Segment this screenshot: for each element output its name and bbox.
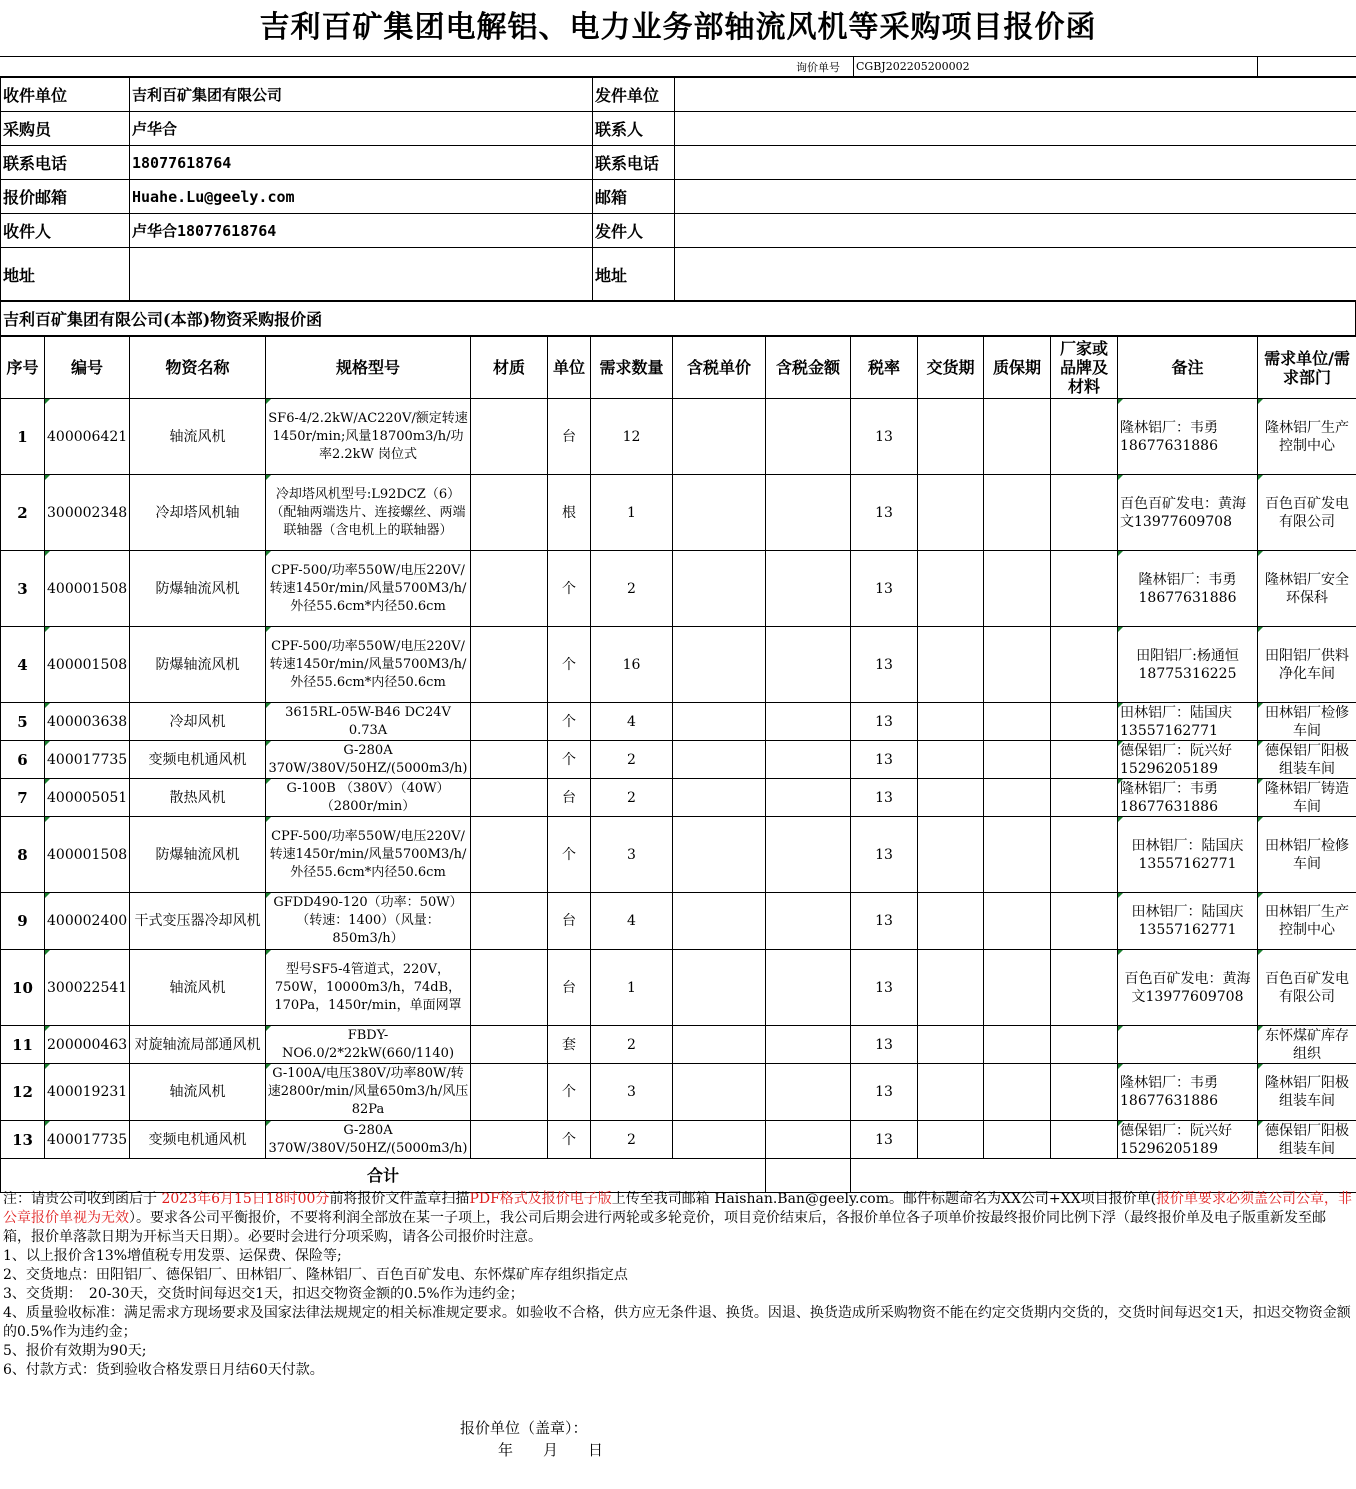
item-dept: 隆林铝厂生产控制中心	[1258, 399, 1356, 475]
empty-cell	[918, 399, 984, 475]
table-row	[1, 741, 1356, 779]
info-label: 联系电话	[1, 146, 130, 180]
note-seal-requirement: 报价单要求必须盖公司公章，非公章报价单视为无效	[3, 1191, 1353, 1226]
total-row	[1, 1159, 1356, 1193]
empty-cell	[673, 741, 766, 779]
item-dept: 百色百矿发电有限公司	[1258, 950, 1356, 1026]
item-unit: 台	[548, 399, 591, 475]
empty-cell	[1051, 627, 1118, 703]
total-amount	[766, 1159, 851, 1193]
column-header: 序号	[1, 337, 45, 399]
item-dept: 德保铝厂阳极组装车间	[1258, 741, 1356, 779]
empty-cell	[984, 779, 1051, 817]
item-tax-rate: 13	[851, 741, 918, 779]
empty-cell	[766, 475, 851, 551]
item-dept: 东怀煤矿库存组织	[1258, 1026, 1356, 1064]
table-row	[1, 627, 1356, 703]
info-label: 地址	[1, 248, 130, 301]
empty-cell	[1051, 1121, 1118, 1159]
item-code: 400017735	[45, 1121, 130, 1159]
item-tax-rate: 13	[851, 1026, 918, 1064]
empty-cell	[918, 893, 984, 950]
table-row	[1, 1026, 1356, 1064]
item-remark: 隆林铝厂：韦勇18677631886	[1118, 779, 1258, 817]
item-dept: 田阳铝厂供料净化车间	[1258, 627, 1356, 703]
item-unit: 个	[548, 1064, 591, 1121]
item-remark: 德保铝厂：阮兴好15296205189	[1118, 1121, 1258, 1159]
item-spec: GFDD490-120（功率：50W）（转速：1400）（风量：850m3/h）	[266, 893, 471, 950]
item-dept: 隆林铝厂安全环保科	[1258, 551, 1356, 627]
item-spec: CPF-500/功率550W/电压220V/转速1450r/min/风量5700M3/h/外径55.6cm*内径50.6cm	[266, 817, 471, 893]
table-row	[1, 893, 1356, 950]
empty-cell	[673, 399, 766, 475]
total-rest	[851, 1159, 1356, 1193]
column-header: 备注	[1118, 337, 1258, 399]
item-spec: 冷却塔风机型号:L92DCZ（6）（配轴两端迭片、连接螺丝、两端联轴器（含电机上的联轴器）	[266, 475, 471, 551]
signature-label: 报价单位（盖章）：	[460, 1419, 588, 1437]
item-remark: 隆林铝厂：韦勇18677631886	[1118, 399, 1258, 475]
note-6: 6、付款方式：货到验收合格发票日月结60天付款。	[3, 1362, 324, 1378]
item-dept: 德保铝厂阳极组装车间	[1258, 1121, 1356, 1159]
table-row	[1, 703, 1356, 741]
table-row	[1, 950, 1356, 1026]
empty-cell	[471, 1026, 548, 1064]
item-remark: 田林铝厂：陆国庆13557162771	[1118, 893, 1258, 950]
item-unit: 个	[548, 627, 591, 703]
empty-cell	[918, 703, 984, 741]
item-remark: 隆林铝厂：韦勇18677631886	[1118, 1064, 1258, 1121]
empty-cell	[766, 893, 851, 950]
item-dept: 田林铝厂检修车间	[1258, 703, 1356, 741]
note-main-a: 注：请贵公司收到函后于	[3, 1191, 162, 1207]
item-qty: 2	[591, 779, 673, 817]
item-name: 防爆轴流风机	[130, 551, 266, 627]
inquiry-number-row	[0, 57, 1356, 77]
item-tax-rate: 13	[851, 475, 918, 551]
item-qty: 3	[591, 817, 673, 893]
item-code: 400005051	[45, 779, 130, 817]
info-label: 联系电话	[593, 146, 675, 180]
row-number: 4	[1, 627, 45, 703]
item-qty: 12	[591, 399, 673, 475]
row-number: 11	[1, 1026, 45, 1064]
item-spec: SF6-4/2.2kW/AC220V/额定转速1450r/min;风量18700m3/h/功率2.2kW 岗位式	[266, 399, 471, 475]
info-label: 收件人	[1, 214, 130, 248]
column-header: 物资名称	[130, 337, 266, 399]
item-name: 干式变压器冷却风机	[130, 893, 266, 950]
empty-cell	[1051, 703, 1118, 741]
item-unit: 个	[548, 817, 591, 893]
empty-cell	[471, 893, 548, 950]
empty-cell	[766, 950, 851, 1026]
info-label: 邮箱	[593, 180, 675, 214]
item-dept: 隆林铝厂阳极组装车间	[1258, 1064, 1356, 1121]
items-table	[0, 336, 1356, 1193]
row-number: 3	[1, 551, 45, 627]
info-value	[675, 214, 1356, 248]
item-tax-rate: 13	[851, 703, 918, 741]
note-4: 4、质量验收标准：满足需求方现场要求及国家法律法规规定的相关标准规定要求。如验收不合格，供方应无条件退、换货。因退、换货造成所采购物资不能在约定交货期内交货的，交货时间每迟交1天，扣迟交物资金额的0.5%作为违约金；	[3, 1305, 1351, 1340]
note-main	[3, 1190, 1353, 1247]
empty-cell	[984, 551, 1051, 627]
note-3: 3、交货期： 20-30天，交货时间每迟交1天，扣迟交物资金额的0.5%作为违约金；	[3, 1286, 524, 1302]
row-number: 5	[1, 703, 45, 741]
item-name: 冷却风机	[130, 703, 266, 741]
info-value	[675, 248, 1356, 301]
empty-cell	[673, 1026, 766, 1064]
column-header: 质保期	[984, 337, 1051, 399]
empty-cell	[1051, 1064, 1118, 1121]
column-header: 交货期	[918, 337, 984, 399]
info-value	[675, 78, 1356, 112]
info-value: 卢华合18077618764	[130, 214, 593, 248]
total-label: 合计	[1, 1159, 766, 1193]
info-row	[1, 112, 1356, 146]
empty-cell	[766, 703, 851, 741]
row-number: 10	[1, 950, 45, 1026]
empty-cell	[766, 1064, 851, 1121]
item-name: 轴流风机	[130, 950, 266, 1026]
item-qty: 2	[591, 551, 673, 627]
item-unit: 根	[548, 475, 591, 551]
table-header-row	[1, 337, 1356, 399]
row-number: 6	[1, 741, 45, 779]
row-number: 1	[1, 399, 45, 475]
item-dept: 隆林铝厂铸造车间	[1258, 779, 1356, 817]
note-2: 2、交货地点：田阳铝厂、德保铝厂、田林铝厂、隆林铝厂、百色百矿发电、东怀煤矿库存组织指定点	[3, 1267, 628, 1283]
info-value: 卢华合	[130, 112, 593, 146]
empty-cell	[673, 703, 766, 741]
section-title-table	[0, 301, 1356, 336]
empty-cell	[984, 475, 1051, 551]
item-name: 散热风机	[130, 779, 266, 817]
empty-cell	[471, 475, 548, 551]
info-value: 吉利百矿集团有限公司	[130, 78, 593, 112]
empty-cell	[984, 627, 1051, 703]
empty-cell	[984, 893, 1051, 950]
item-name: 防爆轴流风机	[130, 817, 266, 893]
item-remark: 百色百矿发电：黄海文13977609708	[1118, 950, 1258, 1026]
item-spec: G-100A/电压380V/功率80W/转速2800r/min/风量650m3/h/风压82Pa	[266, 1064, 471, 1121]
item-qty: 1	[591, 475, 673, 551]
empty-cell	[918, 817, 984, 893]
row-number: 8	[1, 817, 45, 893]
empty-cell	[766, 741, 851, 779]
info-row	[1, 146, 1356, 180]
item-code: 400006421	[45, 399, 130, 475]
item-qty: 4	[591, 893, 673, 950]
info-row	[1, 78, 1356, 112]
item-remark: 田林铝厂：陆国庆13557162771	[1118, 817, 1258, 893]
empty-cell	[471, 741, 548, 779]
item-dept: 田林铝厂生产控制中心	[1258, 893, 1356, 950]
item-unit: 套	[548, 1026, 591, 1064]
empty-cell	[984, 817, 1051, 893]
item-name: 对旋轴流局部通风机	[130, 1026, 266, 1064]
empty-cell	[984, 703, 1051, 741]
item-name: 轴流风机	[130, 399, 266, 475]
item-name: 变频电机通风机	[130, 1121, 266, 1159]
empty-cell	[766, 1121, 851, 1159]
note-main-b: 前将报价文件盖章扫描	[329, 1191, 470, 1207]
info-label: 地址	[593, 248, 675, 301]
inquiry-number: CGBJ202205200002	[853, 57, 1258, 76]
empty-cell	[766, 1026, 851, 1064]
item-qty: 3	[591, 1064, 673, 1121]
table-row	[1, 1064, 1356, 1121]
empty-cell	[1051, 1026, 1118, 1064]
item-qty: 4	[591, 703, 673, 741]
item-tax-rate: 13	[851, 1121, 918, 1159]
item-unit: 个	[548, 703, 591, 741]
item-name: 冷却塔风机轴	[130, 475, 266, 551]
empty-cell	[984, 1064, 1051, 1121]
item-remark: 隆林铝厂：韦勇18677631886	[1118, 551, 1258, 627]
item-code: 300022541	[45, 950, 130, 1026]
empty-cell	[471, 950, 548, 1026]
column-header: 含税金额	[766, 337, 851, 399]
table-row	[1, 551, 1356, 627]
info-row	[1, 248, 1356, 301]
column-header: 材质	[471, 337, 548, 399]
empty-cell	[1051, 817, 1118, 893]
column-header: 需求数量	[591, 337, 673, 399]
column-header: 单位	[548, 337, 591, 399]
item-unit: 台	[548, 893, 591, 950]
row-number: 12	[1, 1064, 45, 1121]
item-code: 200000463	[45, 1026, 130, 1064]
empty-cell	[673, 475, 766, 551]
item-qty: 16	[591, 627, 673, 703]
item-qty: 2	[591, 1121, 673, 1159]
info-label: 采购员	[1, 112, 130, 146]
inquiry-label: 询价单号	[796, 61, 840, 74]
item-tax-rate: 13	[851, 399, 918, 475]
info-label: 报价邮箱	[1, 180, 130, 214]
info-row	[1, 214, 1356, 248]
empty-cell	[1051, 950, 1118, 1026]
item-code: 300002348	[45, 475, 130, 551]
info-label: 收件单位	[1, 78, 130, 112]
empty-cell	[673, 893, 766, 950]
item-dept: 百色百矿发电有限公司	[1258, 475, 1356, 551]
empty-cell	[918, 1121, 984, 1159]
empty-cell	[984, 399, 1051, 475]
note-5: 5、报价有效期为90天;	[3, 1343, 147, 1359]
item-code: 400017735	[45, 741, 130, 779]
section-title: 吉利百矿集团有限公司(本部)物资采购报价函	[1, 302, 1356, 336]
item-tax-rate: 13	[851, 551, 918, 627]
empty-cell	[471, 551, 548, 627]
empty-cell	[766, 399, 851, 475]
note-1: 1、以上报价含13%增值税专用发票、运保费、保险等;	[3, 1248, 342, 1264]
empty-cell	[471, 627, 548, 703]
empty-cell	[984, 950, 1051, 1026]
empty-cell	[471, 817, 548, 893]
row-number: 13	[1, 1121, 45, 1159]
empty-cell	[918, 950, 984, 1026]
empty-cell	[471, 1064, 548, 1121]
empty-cell	[1051, 779, 1118, 817]
info-value	[675, 146, 1356, 180]
item-remark: 田林铝厂：陆国庆13557162771	[1118, 703, 1258, 741]
item-spec: FBDY-NO6.0/2*22kW(660/1140)	[266, 1026, 471, 1064]
row-number: 9	[1, 893, 45, 950]
note-main-c: 上传至我司邮箱 Haishan.Ban@geely.com。邮件标题命名为XX公司+XX项目报价单(	[611, 1191, 1157, 1207]
table-row	[1, 475, 1356, 551]
item-code: 400001508	[45, 817, 130, 893]
empty-cell	[673, 1121, 766, 1159]
empty-cell	[984, 1121, 1051, 1159]
notes-block	[0, 1190, 1356, 1380]
note-main-d: ）。要求各公司平衡报价，不要将利润全部放在某一子项上，我公司后期会进行两轮或多轮竞价，项目竞价结束后，各报价单位各子项单价按最终报价同比例下浮（最终报价单及电子版重新发至邮箱，报价单落款日期为开标当天日期）。必要时会进行分项采购，请各公司报价时注意。	[3, 1210, 1326, 1245]
note-format: PDF格式及报价电子版	[469, 1191, 612, 1207]
empty-cell	[1051, 399, 1118, 475]
empty-cell	[471, 399, 548, 475]
table-row	[1, 399, 1356, 475]
info-label: 联系人	[593, 112, 675, 146]
item-qty: 1	[591, 950, 673, 1026]
empty-cell	[471, 779, 548, 817]
empty-cell	[471, 1121, 548, 1159]
empty-cell	[766, 779, 851, 817]
item-tax-rate: 13	[851, 817, 918, 893]
item-spec: CPF-500/功率550W/电压220V/转速1450r/min/风量5700M3/h/外径55.6cm*内径50.6cm	[266, 627, 471, 703]
item-remark: 德保铝厂：阮兴好15296205189	[1118, 741, 1258, 779]
item-name: 轴流风机	[130, 1064, 266, 1121]
empty-cell	[673, 779, 766, 817]
row-number: 7	[1, 779, 45, 817]
info-row	[1, 180, 1356, 214]
item-code: 400019231	[45, 1064, 130, 1121]
column-header: 编号	[45, 337, 130, 399]
empty-cell	[918, 779, 984, 817]
item-unit: 个	[548, 741, 591, 779]
empty-cell	[673, 950, 766, 1026]
empty-cell	[1051, 475, 1118, 551]
empty-cell	[673, 551, 766, 627]
empty-cell	[766, 817, 851, 893]
empty-cell	[918, 741, 984, 779]
info-value	[675, 180, 1356, 214]
item-spec: 型号SF5-4管道式，220V，750W，10000m3/h，74dB，170Pa，1450r/min，单面网罩	[266, 950, 471, 1026]
item-name: 变频电机通风机	[130, 741, 266, 779]
table-row	[1, 817, 1356, 893]
signature-date: 年 月 日	[498, 1441, 604, 1459]
info-value	[130, 248, 593, 301]
item-code: 400003638	[45, 703, 130, 741]
item-dept: 田林铝厂检修车间	[1258, 817, 1356, 893]
column-header: 厂家或品牌及材料	[1051, 337, 1118, 399]
item-spec: G-280A 370W/380V/50HZ/(5000m3/h)	[266, 741, 471, 779]
item-code: 400001508	[45, 627, 130, 703]
item-tax-rate: 13	[851, 893, 918, 950]
empty-cell	[918, 551, 984, 627]
item-remark	[1118, 1026, 1258, 1064]
column-header: 需求单位/需求部门	[1258, 337, 1356, 399]
info-value: Huahe.Lu@geely.com	[130, 180, 593, 214]
info-label: 发件单位	[593, 78, 675, 112]
item-tax-rate: 13	[851, 779, 918, 817]
note-deadline: 2023年6月15日18时00分	[161, 1191, 330, 1207]
item-spec: CPF-500/功率550W/电压220V/转速1450r/min/风量5700M3/h/外径55.6cm*内径50.6cm	[266, 551, 471, 627]
empty-cell	[673, 817, 766, 893]
empty-cell	[918, 627, 984, 703]
page-title: 吉利百矿集团电解铝、电力业务部轴流风机等采购项目报价函	[0, 0, 1356, 57]
empty-cell	[766, 551, 851, 627]
empty-cell	[918, 475, 984, 551]
item-remark: 百色百矿发电：黄海文13977609708	[1118, 475, 1258, 551]
empty-cell	[673, 627, 766, 703]
column-header: 含税单价	[673, 337, 766, 399]
info-value: 18077618764	[130, 146, 593, 180]
empty-cell	[1051, 551, 1118, 627]
empty-cell	[1051, 893, 1118, 950]
table-row	[1, 779, 1356, 817]
empty-cell	[984, 1026, 1051, 1064]
column-header: 规格型号	[266, 337, 471, 399]
item-tax-rate: 13	[851, 1064, 918, 1121]
item-spec: G-280A 370W/380V/50HZ/(5000m3/h)	[266, 1121, 471, 1159]
empty-cell	[673, 1064, 766, 1121]
item-unit: 个	[548, 1121, 591, 1159]
item-unit: 台	[548, 950, 591, 1026]
row-number: 2	[1, 475, 45, 551]
empty-cell	[918, 1026, 984, 1064]
item-name: 防爆轴流风机	[130, 627, 266, 703]
empty-cell	[1051, 741, 1118, 779]
table-row	[1, 1121, 1356, 1159]
empty-cell	[984, 741, 1051, 779]
item-remark: 田阳铝厂:杨通恒18775316225	[1118, 627, 1258, 703]
column-header: 税率	[851, 337, 918, 399]
item-qty: 2	[591, 1026, 673, 1064]
item-qty: 2	[591, 741, 673, 779]
item-tax-rate: 13	[851, 627, 918, 703]
item-spec: G-100B （380V）（40W）（2800r/min）	[266, 779, 471, 817]
contact-info-table	[0, 77, 1356, 301]
item-code: 400001508	[45, 551, 130, 627]
item-code: 400002400	[45, 893, 130, 950]
info-value	[675, 112, 1356, 146]
item-tax-rate: 13	[851, 950, 918, 1026]
empty-cell	[766, 627, 851, 703]
item-unit: 台	[548, 779, 591, 817]
empty-cell	[471, 703, 548, 741]
item-unit: 个	[548, 551, 591, 627]
info-label: 发件人	[593, 214, 675, 248]
item-spec: 3615RL-05W-B46 DC24V 0.73A	[266, 703, 471, 741]
empty-cell	[918, 1064, 984, 1121]
